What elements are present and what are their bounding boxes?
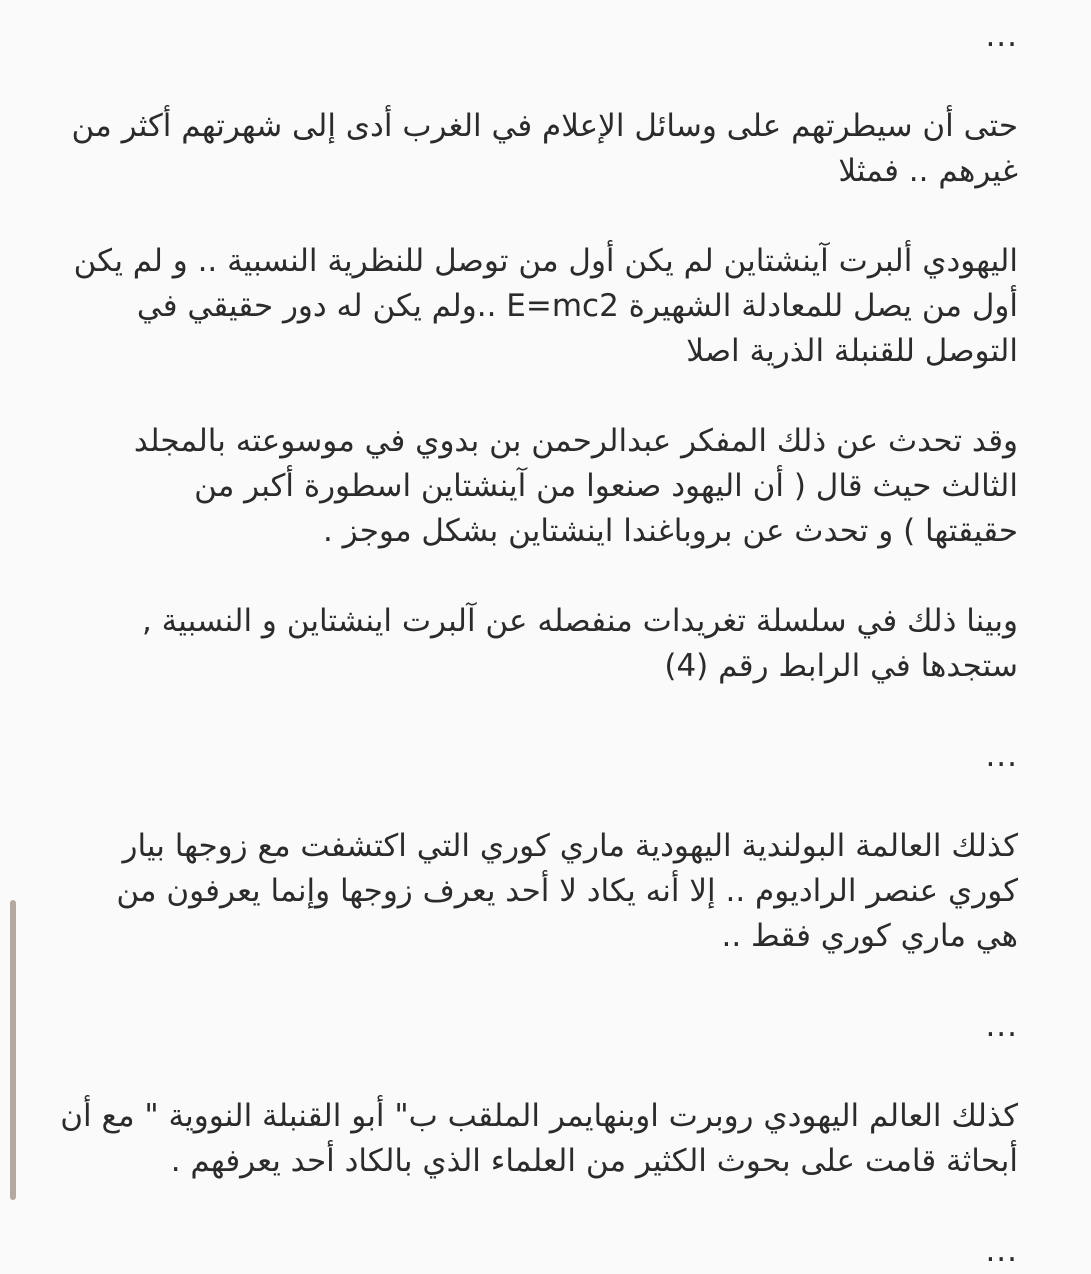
paragraph-line: حقيقتها ) و تحدث عن بروباغندا اينشتاين بشكل موجز .	[322, 513, 1018, 549]
paragraph-thread-link	[75, 599, 1018, 689]
paragraph-gap	[75, 374, 1018, 419]
paragraph-oppenheimer	[60, 1094, 1018, 1184]
paragraph-gap	[75, 689, 1018, 734]
paragraph-line: أبحاثة قامت على بحوث الكثير من العلماء الذي بالكاد أحد يعرفهم .	[170, 1143, 1018, 1179]
paragraph-curie	[75, 824, 1018, 959]
ellipsis-separator: ...	[985, 1233, 1018, 1269]
paragraph-einstein	[75, 239, 1018, 374]
paragraph-gap	[75, 59, 1018, 104]
paragraph-line: حتى أن سيطرتهم على وسائل الإعلام في الغرب أدى إلى شهرتهم أكثر من	[71, 108, 1018, 144]
paragraph-gap	[75, 779, 1018, 824]
paragraph-badawi	[75, 419, 1018, 554]
paragraph-line: أول من يصل للمعادلة الشهيرة E=mc2 ..ولم يكن له دور حقيقي في	[136, 288, 1018, 324]
paragraph-line: كوري عنصر الراديوم .. إلا أنه يكاد لا أحد يعرف زوجها وإنما يعرفون من	[116, 873, 1018, 909]
ellipsis-separator: ...	[985, 738, 1018, 774]
paragraph-line: التوصل للقنبلة الذرية اصلا	[686, 333, 1018, 369]
paragraph-gap	[75, 959, 1018, 1004]
ellipsis-separator: ...	[985, 18, 1018, 54]
paragraph-line: ستجدها في الرابط رقم (4)	[664, 648, 1018, 684]
note-body	[60, 14, 1018, 1274]
paragraph-line: كذلك العالم اليهودي روبرت اوبنهايمر الملقب ب" أبو القنبلة النووية " مع أن	[60, 1098, 1018, 1134]
paragraph-gap	[75, 554, 1018, 599]
scrollbar-thumb[interactable]	[10, 900, 16, 1200]
paragraph-line: وقد تحدث عن ذلك المفكر عبدالرحمن بن بدوي في موسوعته بالمجلد	[133, 423, 1018, 459]
paragraph-gap	[75, 1184, 1018, 1229]
paragraph-media-control	[71, 104, 1018, 194]
paragraph-line: اليهودي ألبرت آينشتاين لم يكن أول من توصل للنظرية النسبية .. و لم يكن	[73, 243, 1018, 279]
paragraph-gap	[75, 1049, 1018, 1094]
paragraph-line: كذلك العالمة البولندية اليهودية ماري كوري التي اكتشفت مع زوجها بيار	[122, 828, 1018, 864]
paragraph-line: هي ماري كوري فقط ..	[721, 918, 1018, 954]
paragraph-line: غيرهم .. فمثلا	[838, 153, 1018, 189]
paragraph-line: وبينا ذلك في سلسلة تغريدات منفصله عن آلبرت اينشتاين و النسبية ,	[141, 603, 1018, 639]
paragraph-gap	[75, 194, 1018, 239]
paragraph-line: الثالث حيث قال ( أن اليهود صنعوا من آينشتاين اسطورة أكبر من	[194, 468, 1018, 504]
ellipsis-separator: ...	[985, 1008, 1018, 1044]
